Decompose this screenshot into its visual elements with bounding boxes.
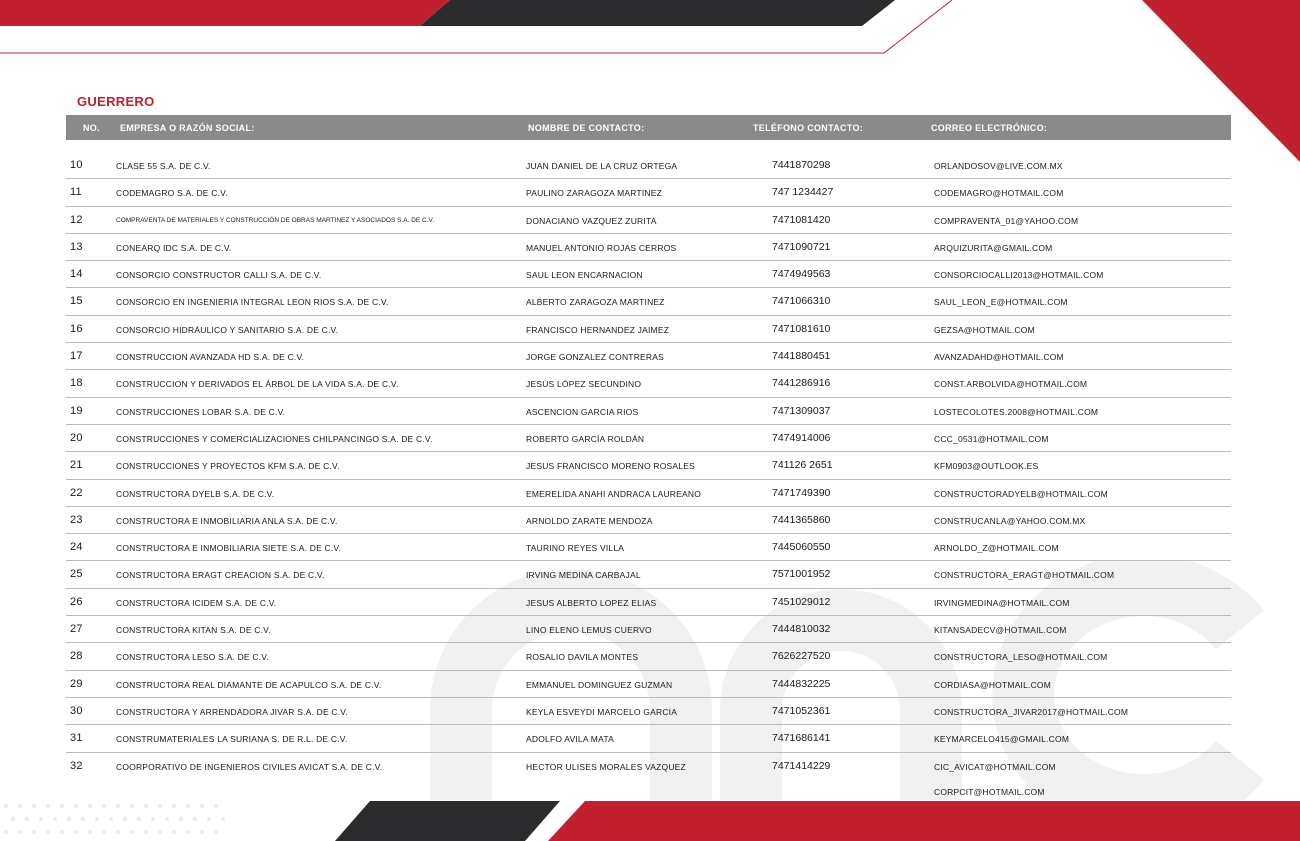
- cell-correo: CIC_AVICAT@HOTMAIL.COM: [934, 761, 1056, 772]
- cell-no: 14: [70, 268, 83, 281]
- cell-empresa: CONSTRUCTORA REAL DIAMANTE DE ACAPULCO S.A. DE C.V.: [116, 679, 382, 690]
- cell-empresa: CONSTRUCCIONES Y PROYECTOS KFM S.A. DE C.V.: [116, 461, 340, 472]
- cell-contacto: HECTOR ULISES MORALES VAZQUEZ: [526, 761, 686, 772]
- table-row: [66, 616, 1231, 643]
- table-row: [66, 179, 1231, 206]
- cell-correo: AVANZADAHD@HOTMAIL.COM: [934, 352, 1064, 363]
- table-row: [66, 643, 1231, 670]
- cell-no: 30: [70, 704, 83, 717]
- cell-telefono: 7441880451: [772, 350, 831, 363]
- table-row: [66, 753, 1231, 779]
- cell-empresa: CONSORCIO CONSTRUCTOR CALLI S.A. DE C.V.: [116, 270, 322, 281]
- header-empresa: EMPRESA O RAZÓN SOCIAL:: [120, 123, 255, 133]
- cell-correo: SAUL_LEON_E@HOTMAIL.COM: [934, 297, 1068, 308]
- table-body: [66, 152, 1231, 779]
- cell-no: 19: [70, 404, 83, 417]
- cell-no: 32: [70, 759, 83, 772]
- cell-telefono: 7474914006: [772, 431, 831, 444]
- table-row: [66, 671, 1231, 698]
- table-row: [66, 316, 1231, 343]
- cell-contacto: EMMANUEL DOMINGUEZ GUZMAN: [526, 679, 673, 690]
- cell-empresa: COORPORATIVO DE INGENIEROS CIVILES AVICAT S.A. DE C.V.: [116, 761, 383, 772]
- cell-empresa: CONSTRUCTORA ICIDEM S.A. DE C.V.: [116, 597, 277, 608]
- header-telefono: TELÉFONO CONTACTO:: [753, 123, 864, 133]
- cell-no: 22: [70, 486, 83, 499]
- table-row: [66, 370, 1231, 397]
- table-row: [66, 288, 1231, 315]
- table-row: [66, 698, 1231, 725]
- section-title: GUERRERO: [77, 94, 155, 109]
- cell-empresa: CONSTRUCTORA Y ARRENDADORA JIVAR S.A. DE C.V.: [116, 706, 348, 717]
- cell-telefono: 741126 2651: [772, 459, 833, 472]
- cell-telefono: 7441286916: [772, 377, 831, 390]
- cell-correo: KITANSADECV@HOTMAIL.COM: [934, 625, 1067, 636]
- cell-correo: ORLANDOSOV@LIVE.COM.MX: [934, 161, 1063, 171]
- cell-no: 27: [70, 623, 83, 636]
- cell-no: 16: [70, 322, 83, 335]
- cell-contacto: ROSALIO DAVILA MONTES: [526, 652, 639, 663]
- cell-contacto: DONACIANO VAZQUEZ ZURITA: [526, 215, 657, 226]
- cell-correo: ARQUIZURITA@GMAIL.COM: [934, 242, 1053, 253]
- cell-no: 15: [70, 295, 83, 308]
- table-row: [66, 234, 1231, 261]
- cell-empresa: CONSTRUCCION Y DERIVADOS EL ÁRBOL DE LA VIDA S.A. DE C.V.: [116, 379, 399, 390]
- cell-telefono: 7441365860: [772, 513, 831, 526]
- cell-telefono: 7471309037: [772, 404, 831, 417]
- cell-contacto: ASCENCION GARCIA RIOS: [526, 406, 639, 417]
- cell-contacto: MANUEL ANTONIO ROJAS CERROS: [526, 242, 677, 253]
- table-row: [66, 207, 1231, 234]
- cell-no: 28: [70, 650, 83, 663]
- cell-correo: LOSTECOLOTES.2008@HOTMAIL.COM: [934, 406, 1099, 417]
- cell-correo: CORDIASA@HOTMAIL.COM: [934, 679, 1051, 690]
- cell-empresa: CONEARQ IDC S.A. DE C.V.: [116, 242, 232, 253]
- cell-correo: CODEMAGRO@HOTMAIL.COM: [934, 188, 1064, 199]
- cell-telefono: 7444832225: [772, 677, 831, 690]
- cell-contacto: TAURINO REYES VILLA: [526, 543, 625, 554]
- cell-correo: CONSTRUCTORA_JIVAR2017@HOTMAIL.COM: [934, 706, 1129, 717]
- cell-empresa: CONSTRUCTORA ERAGT CREACION S.A. DE C.V.: [116, 570, 325, 581]
- cell-no: 31: [70, 732, 83, 745]
- table-row: [66, 725, 1231, 752]
- cell-contacto: JESUS FRANCISCO MORENO ROSALES: [526, 461, 695, 472]
- cell-empresa: CONSTRUCTORA LESO S.A. DE C.V.: [116, 652, 269, 663]
- extra-email: CORPCIT@HOTMAIL.COM: [934, 787, 1045, 797]
- cell-telefono: 7471081420: [772, 213, 831, 226]
- cell-contacto: JESUS ALBERTO LOPEZ ELIAS: [526, 597, 657, 608]
- cell-empresa: CONSTRUCCION AVANZADA HD S.A. DE C.V.: [116, 352, 305, 363]
- cell-telefono: 7471081610: [772, 322, 831, 335]
- cell-no: 12: [70, 213, 83, 226]
- cell-empresa: CONSTRUCCIONES LOBAR S.A. DE C.V.: [116, 406, 286, 417]
- cell-contacto: ARNOLDO ZARATE MENDOZA: [526, 515, 653, 526]
- cell-contacto: ADOLFO AVILA MATA: [526, 734, 614, 745]
- header-contacto: NOMBRE DE CONTACTO:: [528, 123, 645, 133]
- cell-empresa: CONSTRUCTORA DYELB S.A. DE C.V.: [116, 488, 275, 499]
- table-row: [66, 561, 1231, 588]
- cell-telefono: 747 1234427: [772, 186, 834, 199]
- cell-correo: GEZSA@HOTMAIL.COM: [934, 324, 1035, 335]
- table-row: [66, 261, 1231, 288]
- cell-empresa: CONSTRUCTORA E INMOBILIARIA ANLA S.A. DE C.V.: [116, 515, 338, 526]
- cell-telefono: 7571001952: [772, 568, 831, 581]
- cell-no: 29: [70, 677, 83, 690]
- table-row: [66, 534, 1231, 561]
- table-row: [66, 398, 1231, 425]
- cell-contacto: JESÚS LÓPEZ SECUNDINO: [526, 379, 642, 390]
- cell-correo: CONST.ARBOLVIDA@HOTMAIL.COM: [934, 379, 1088, 390]
- cell-empresa: COMPRAVENTA DE MATERIALES Y CONSTRUCCIÓN DE OBRAS MARTINEZ Y ASOCIADOS S.A. DE C.V.: [116, 216, 435, 224]
- cell-empresa: CONSTRUMATERIALES LA SURIANA S. DE R.L. DE C.V.: [116, 734, 348, 745]
- cell-empresa: CODEMAGRO S.A. DE C.V.: [116, 188, 228, 199]
- cell-contacto: KEYLA ESVEYDI MARCELO GARCIA: [526, 706, 678, 717]
- cell-no: 17: [70, 350, 83, 363]
- cell-correo: COMPRAVENTA_01@YAHOO.COM: [934, 215, 1079, 226]
- cell-telefono: 7444810032: [772, 623, 831, 636]
- cell-contacto: JORGE GONZALEZ CONTRERAS: [526, 352, 664, 363]
- cell-correo: KEYMARCELO415@GMAIL.COM: [934, 734, 1070, 745]
- header-no: NO.: [83, 123, 100, 133]
- cell-contacto: IRVING MEDINA CARBAJAL: [526, 570, 641, 581]
- cell-telefono: 7471749390: [772, 486, 831, 499]
- cell-correo: CONSTRUCTORA_ERAGT@HOTMAIL.COM: [934, 570, 1115, 581]
- cell-no: 10: [70, 159, 83, 171]
- table-row: [66, 152, 1231, 179]
- table-row: [66, 589, 1231, 616]
- cell-no: 18: [70, 377, 83, 390]
- cell-correo: KFM0903@OUTLOOK.ES: [934, 461, 1039, 472]
- cell-contacto: PAULINO ZARAGOZA MARTINEZ: [526, 188, 662, 199]
- cell-no: 20: [70, 431, 83, 444]
- header-correo: CORREO ELECTRÓNICO:: [931, 123, 1048, 133]
- cell-empresa: CLASE 55 S.A. DE C.V.: [116, 161, 211, 171]
- cell-correo: ARNOLDO_Z@HOTMAIL.COM: [934, 543, 1059, 554]
- cell-telefono: 7471052361: [772, 704, 831, 717]
- cell-correo: CONSTRUCTORA_LESO@HOTMAIL.COM: [934, 652, 1108, 663]
- cell-no: 21: [70, 459, 83, 472]
- table-row: [66, 480, 1231, 507]
- cell-no: 11: [70, 186, 82, 199]
- cell-correo: CCC_0531@HOTMAIL.COM: [934, 433, 1049, 444]
- cell-empresa: CONSTRUCCIONES Y COMERCIALIZACIONES CHILPANCINGO S.A. DE C.V.: [116, 433, 433, 444]
- cell-contacto: ALBERTO ZARAGOZA MARTINEZ: [526, 297, 665, 308]
- cell-contacto: LINO ELENO LEMUS CUERVO: [526, 625, 652, 636]
- cell-telefono: 7451029012: [772, 595, 831, 608]
- cell-empresa: CONSORCIO EN INGENIERIA INTEGRAL LEON RIOS S.A. DE C.V.: [116, 297, 389, 308]
- cell-no: 24: [70, 541, 83, 554]
- cell-telefono: 7471686141: [772, 732, 831, 745]
- cell-empresa: CONSORCIO HIDRÁULICO Y SANITARIO S.A. DE C.V.: [116, 324, 339, 335]
- table-row: [66, 425, 1231, 452]
- cell-correo: CONSTRUCANLA@YAHOO.COM.MX: [934, 515, 1086, 526]
- table-row: [66, 452, 1231, 479]
- cell-empresa: CONSTRUCTORA KITAN S.A. DE C.V.: [116, 625, 271, 636]
- cell-no: 23: [70, 513, 83, 526]
- cell-correo: IRVINGMEDINA@HOTMAIL.COM: [934, 597, 1070, 608]
- cell-correo: CONSORCIOCALLI2013@HOTMAIL.COM: [934, 270, 1104, 281]
- cell-contacto: JUAN DANIEL DE LA CRUZ ORTEGA: [526, 161, 678, 171]
- cell-telefono: 7474949563: [772, 268, 831, 281]
- cell-telefono: 7445060550: [772, 541, 831, 554]
- cell-telefono: 7471414229: [772, 759, 831, 772]
- table-header: [66, 115, 1231, 140]
- cell-no: 26: [70, 595, 83, 608]
- table-row: [66, 507, 1231, 534]
- cell-telefono: 7626227520: [772, 650, 831, 663]
- cell-telefono: 7471090721: [772, 240, 831, 253]
- table-row: [66, 343, 1231, 370]
- cell-contacto: SAUL LEON ENCARNACION: [526, 270, 643, 281]
- cell-contacto: ROBERTO GARCÍA ROLDÁN: [526, 433, 645, 444]
- cell-contacto: EMERELIDA ANAHI ANDRACA LAUREANO: [526, 488, 702, 499]
- cell-contacto: FRANCISCO HERNANDEZ JAIMEZ: [526, 324, 670, 335]
- cell-telefono: 7441870298: [772, 159, 831, 171]
- cell-telefono: 7471066310: [772, 295, 831, 308]
- cell-correo: CONSTRUCTORADYELB@HOTMAIL.COM: [934, 488, 1108, 499]
- cell-empresa: CONSTRUCTORA E INMOBILIARIA SIETE S.A. DE C.V.: [116, 543, 342, 554]
- cell-no: 25: [70, 568, 83, 581]
- cell-no: 13: [70, 240, 83, 253]
